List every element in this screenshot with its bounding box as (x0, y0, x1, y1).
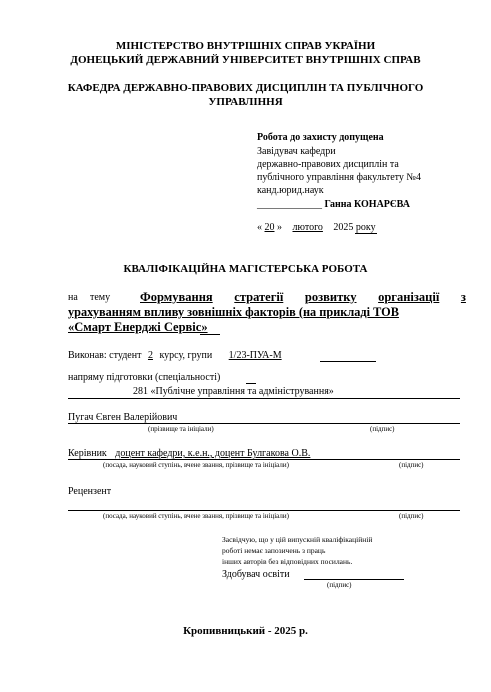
topic-row1 (140, 290, 466, 305)
supervisor-value: доцент кафедри, к.е.н., доцент Булгакова О.В. (115, 448, 311, 459)
department-title-line1: КАФЕДРА ДЕРЖАВНО-ПРАВОВИХ ДИСЦИПЛІН ТА ПУБЛІЧНОГО (67, 82, 424, 94)
topic-label-na: на (68, 292, 78, 303)
certification-line1: Засвідчую, що у цій випускній кваліфікаційній (222, 535, 373, 544)
approval-line2: державно-правових дисциплін та (257, 159, 399, 170)
topic-word: розвитку (304, 290, 357, 304)
department-title-line2: УПРАВЛІННЯ (208, 96, 283, 108)
supervisor-label: Керівник (68, 448, 107, 459)
reviewer-sign-caption: (підпис) (399, 512, 424, 520)
topic-word: стратегії (234, 290, 284, 304)
student-course: 2 (147, 350, 153, 361)
applicant-sign-underline (304, 579, 404, 580)
supervisor-sign-caption: (підпис) (399, 461, 424, 469)
approval-line1: Завідувач кафедри (257, 146, 336, 157)
ministry-title: МІНІСТЕРСТВО ВНУТРІШНІХ СПРАВ УКРАЇНИ (115, 40, 376, 52)
direction-value: 281 «Публічне управління та адміністрування» (133, 386, 334, 397)
date-underline (355, 233, 377, 234)
topic-label-tema: тему (90, 292, 111, 303)
student-name: Пугач Євген Валерійович (68, 412, 178, 423)
date-quote-open: « (257, 222, 262, 233)
signature-blank: _____________ (257, 199, 322, 210)
topic-underline (200, 334, 220, 335)
topic-word: з (460, 290, 466, 304)
topic-word: Формування (140, 290, 213, 304)
date-year: 2025 року (333, 222, 376, 233)
direction-label: напряму підготовки (спеціальності) (68, 372, 221, 383)
direction-underline-short (246, 383, 256, 384)
supervisor-underline (68, 459, 460, 460)
approval-line3: публічного управління факультету №4 (257, 172, 421, 183)
approval-title: Робота до захисту допущена (257, 132, 384, 143)
certification-line3: інших авторів без відповідних посилань. (222, 557, 353, 566)
approval-date (257, 222, 376, 233)
student-sign-caption: (підпис) (370, 425, 395, 433)
city-year: Кропивницький - 2025 р. (183, 625, 308, 637)
direction-underline (68, 398, 460, 399)
head-name: Ганна КОНАРЄВА (324, 199, 410, 210)
date-month: лютого (292, 222, 323, 233)
certification-line2: роботі немає запозичень з праць (222, 546, 326, 555)
course-label: курсу, групи (159, 350, 213, 361)
applicant-label: Здобувач освіти (222, 569, 290, 580)
reviewer-underline (68, 510, 460, 511)
student-name-caption: (прізвище та ініціали) (148, 425, 214, 433)
topic-word: організації (378, 290, 440, 304)
student-line (68, 350, 282, 361)
university-title: ДОНЕЦЬКИЙ ДЕРЖАВНИЙ УНІВЕРСИТЕТ ВНУТРІШНІХ СПРАВ (70, 54, 421, 66)
supervisor-caption: (посада, науковий ступінь, вчене звання, прізвище та ініціали) (103, 461, 289, 469)
date-day: 20 (264, 222, 275, 233)
supervisor-line (68, 448, 310, 459)
student-name-underline (68, 423, 460, 424)
date-quote-close: » (277, 222, 282, 233)
topic-row2: урахуванням впливу зовнішніх факторів (на прикладі ТОВ (68, 305, 399, 319)
work-type-title: КВАЛІФІКАЦІЙНА МАГІСТЕРСЬКА РОБОТА (123, 263, 368, 275)
reviewer-caption: (посада, науковий ступінь, вчене звання, прізвище та ініціали) (103, 512, 289, 520)
topic-row3: «Смарт Енерджі Сервіс» (68, 320, 208, 334)
group-underline (320, 361, 376, 362)
reviewer-label: Рецензент (68, 486, 112, 497)
student-label: Виконав: студент (68, 350, 142, 361)
head-of-department (257, 199, 410, 210)
student-group: 1/23-ПУА-М (228, 350, 282, 361)
applicant-sign-caption: (підпис) (327, 581, 352, 589)
approval-line4: канд.юрид.наук (257, 185, 324, 196)
